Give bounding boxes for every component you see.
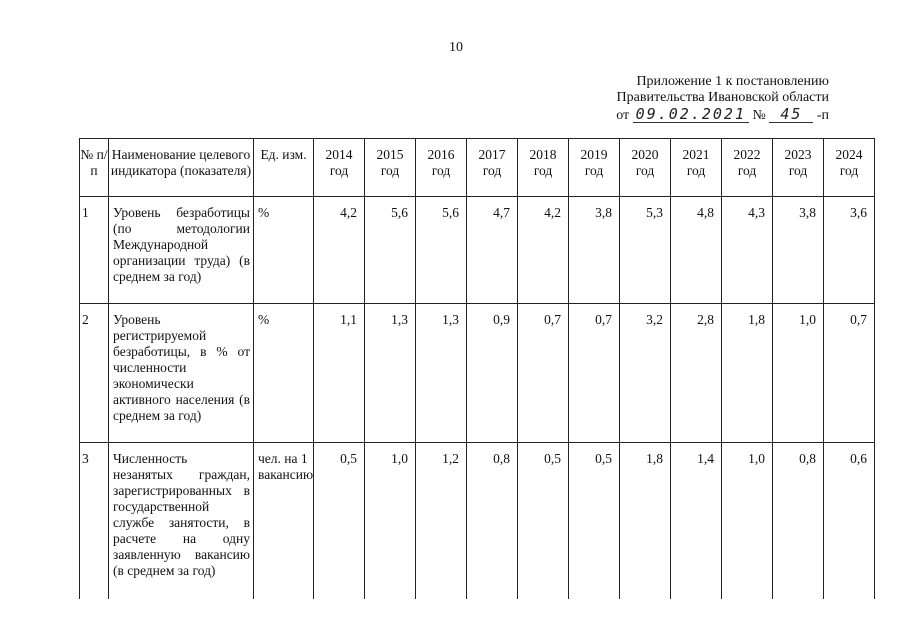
- header-year: [824, 139, 875, 197]
- value-cell: 1,1: [314, 304, 365, 443]
- value-cell: 3,2: [620, 304, 671, 443]
- value-cell: 1,0: [365, 443, 416, 600]
- header-year: [620, 139, 671, 197]
- value-cell: 0,5: [569, 443, 620, 600]
- table-header-row: [80, 139, 875, 197]
- decree-number-label: №: [752, 108, 766, 123]
- header-year-value: 2016: [427, 147, 455, 162]
- header-year: [569, 139, 620, 197]
- decree-from-label: от: [616, 108, 630, 123]
- indicator-name: Уровень безработицы (по методологии Международной организации труда) (в среднем за год): [109, 197, 254, 304]
- value-cell: 3,8: [773, 197, 824, 304]
- header-year: [722, 139, 773, 197]
- header-year: [518, 139, 569, 197]
- header-year-word: год: [482, 163, 502, 178]
- value-cell: 0,8: [467, 443, 518, 600]
- header-name: Наименование целевого индикатора (показателя): [109, 139, 254, 197]
- header-year-word: год: [533, 163, 553, 178]
- value-cell: 5,6: [416, 197, 467, 304]
- page-number: 10: [449, 40, 463, 55]
- value-cell: 1,3: [365, 304, 416, 443]
- header-year-word: год: [788, 163, 808, 178]
- row-number: 2: [80, 304, 109, 443]
- value-cell: 0,7: [824, 304, 875, 443]
- decree-suffix: -п: [816, 108, 829, 123]
- value-cell: 0,8: [773, 443, 824, 600]
- header-year-word: год: [431, 163, 451, 178]
- row-number: 3: [80, 443, 109, 600]
- table-row: [80, 197, 875, 304]
- table-row: [80, 304, 875, 443]
- value-cell: 4,8: [671, 197, 722, 304]
- header-year-word: год: [380, 163, 400, 178]
- header-year-value: 2014: [325, 147, 353, 162]
- appendix-header: [616, 74, 829, 124]
- header-year-word: год: [635, 163, 655, 178]
- header-year-value: 2015: [376, 147, 404, 162]
- value-cell: 5,3: [620, 197, 671, 304]
- header-year-word: год: [686, 163, 706, 178]
- indicators-table: [79, 138, 875, 599]
- appendix-line-1: Приложение 1 к постановлению: [636, 74, 829, 89]
- header-year: [416, 139, 467, 197]
- header-num: № п/п: [80, 139, 109, 197]
- table-row: [80, 443, 875, 600]
- indicator-name: Уровень регистрируемой безработицы, в % от численности экономически активного населения (в среднем за год): [109, 304, 254, 443]
- value-cell: 0,5: [518, 443, 569, 600]
- header-year: [467, 139, 518, 197]
- header-year-word: год: [737, 163, 757, 178]
- value-cell: 4,2: [314, 197, 365, 304]
- header-year-value: 2024: [835, 147, 863, 162]
- row-number: 1: [80, 197, 109, 304]
- value-cell: 1,4: [671, 443, 722, 600]
- decree-reference: [616, 106, 829, 124]
- header-year: [773, 139, 824, 197]
- decree-date-handwritten: 09.02.2021: [633, 106, 749, 123]
- header-year-word: год: [839, 163, 859, 178]
- header-year-value: 2021: [682, 147, 710, 162]
- value-cell: 0,7: [569, 304, 620, 443]
- header-year: [314, 139, 365, 197]
- value-cell: 0,7: [518, 304, 569, 443]
- value-cell: 1,3: [416, 304, 467, 443]
- value-cell: 0,6: [824, 443, 875, 600]
- indicator-name: Численность незанятых граждан, зарегистрированных в государственной службе занятости, в расчете на одну заявленную вакансию (в среднем за год): [109, 443, 254, 600]
- value-cell: 1,0: [773, 304, 824, 443]
- header-year-value: 2023: [784, 147, 812, 162]
- appendix-line-2: Правительства Ивановской области: [616, 90, 829, 105]
- value-cell: 3,8: [569, 197, 620, 304]
- value-cell: 4,2: [518, 197, 569, 304]
- value-cell: 4,3: [722, 197, 773, 304]
- header-year-value: 2020: [631, 147, 659, 162]
- header-year-value: 2018: [529, 147, 557, 162]
- value-cell: 5,6: [365, 197, 416, 304]
- indicator-unit: чел. на 1 вакансию: [254, 443, 314, 600]
- header-year-value: 2017: [478, 147, 506, 162]
- header-year-word: год: [584, 163, 604, 178]
- value-cell: 1,8: [620, 443, 671, 600]
- decree-number-handwritten: 45: [769, 106, 813, 123]
- header-year-value: 2022: [733, 147, 761, 162]
- value-cell: 4,7: [467, 197, 518, 304]
- header-year-word: год: [329, 163, 349, 178]
- value-cell: 1,8: [722, 304, 773, 443]
- header-year: [671, 139, 722, 197]
- value-cell: 1,0: [722, 443, 773, 600]
- value-cell: 0,5: [314, 443, 365, 600]
- header-year-value: 2019: [580, 147, 608, 162]
- indicator-unit: %: [254, 197, 314, 304]
- header-unit: Ед. изм.: [254, 139, 314, 197]
- value-cell: 2,8: [671, 304, 722, 443]
- value-cell: 3,6: [824, 197, 875, 304]
- header-year: [365, 139, 416, 197]
- value-cell: 1,2: [416, 443, 467, 600]
- indicator-unit: %: [254, 304, 314, 443]
- value-cell: 0,9: [467, 304, 518, 443]
